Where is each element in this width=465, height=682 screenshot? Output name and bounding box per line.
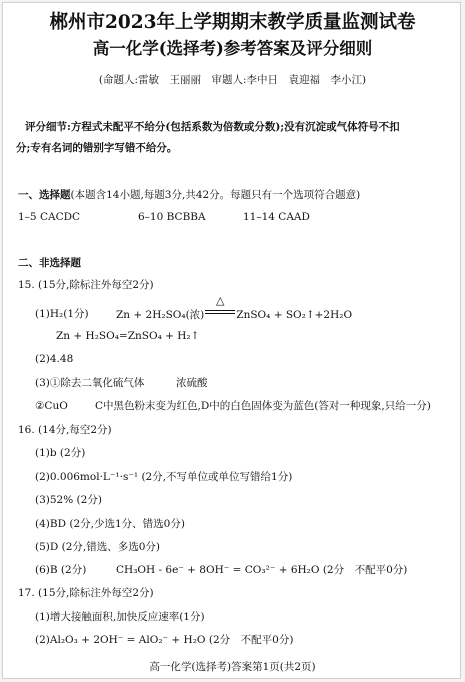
q15-answer-3-reagent: 浓硫酸 <box>176 377 208 389</box>
q16-answer-3: (3)52% (2分) <box>35 494 102 506</box>
q16-answer-4: (4)BD (2分,少选1分、错选0分) <box>35 518 185 530</box>
q16-answer-6: (6)B (2分) <box>35 564 87 576</box>
q16-answer-5: (5)D (2分,错选、多选0分) <box>35 541 161 553</box>
q15-equation-1-reactants: Zn + 2H₂SO₄(浓) <box>116 309 205 321</box>
mc-answers-1-5: 1–5 CACDC <box>18 211 81 223</box>
q16-answer-1: (1)b (2分) <box>35 447 86 459</box>
heating-equals-sign <box>205 294 235 319</box>
q15-equation-1 <box>116 294 353 322</box>
page-title: 郴州市2023年上学期期末教学质量监测试卷 <box>49 12 416 33</box>
q15-heading: 15. (15分,除标注外每空2分) <box>18 279 154 291</box>
q17-answer-1: (1)增大接触面积,加快反应速率(1分) <box>35 611 205 623</box>
q15-answer-3-phenomenon: C中黑色粉末变为红色,D中的白色固体变为蓝色(答对一种现象,只给一分) <box>95 400 431 412</box>
q15-answer-2: (2)4.48 <box>35 353 74 365</box>
q17-answer-2: (2)Al₂O₃ + 2OH⁻ = AlO₂⁻ + H₂O (2分 不配平0分) <box>35 634 294 646</box>
q15-equation-2: Zn + H₂SO₄=ZnSO₄ + H₂↑ <box>56 330 200 342</box>
q15-answer-3-2: ②CuO <box>35 400 68 412</box>
q16-electrode-equation: CH₃OH - 6e⁻ + 8OH⁻ = CO₃²⁻ + 6H₂O (2分 不配平0分) <box>116 564 408 576</box>
page-subtitle: 高一化学(选择考)参考答案及评分细则 <box>92 39 373 58</box>
q15-equation-1-products: ZnSO₄ + SO₂↑+2H₂O <box>236 309 353 321</box>
rules-line-1: 评分细节:方程式未配平不给分(包括系数为倍数或分数);没有沉淀或气体符号不扣 <box>25 121 400 133</box>
q15-answer-1: (1)H₂(1分) <box>35 308 89 320</box>
section1-description: (本题含14小题,每题3分,共42分。每题只有一个选项符合题意) <box>70 189 361 201</box>
rules-line-2: 分;专有名词的错别字写错不给分。 <box>16 142 178 154</box>
q16-heading: 16. (14分,每空2分) <box>18 424 112 436</box>
section2-heading: 二、非选择题 <box>18 257 81 269</box>
page-footer: 高一化学(选择考)答案第1页(共2页) <box>149 661 316 673</box>
q17-heading: 17. (15分,除标注外每空2分) <box>18 587 154 599</box>
authors-line: (命题人:雷敏 王丽丽 审题人:李中日 袁迎福 李小江) <box>98 74 367 86</box>
section1-heading: 一、选择题 <box>18 189 71 201</box>
answer-sheet-page <box>2 2 461 679</box>
mc-answers-6-10: 6–10 BCBBA <box>138 211 206 223</box>
heating-delta-symbol: △ <box>216 294 225 307</box>
section1-title <box>18 188 360 202</box>
mc-answers-11-14: 11–14 CAAD <box>243 211 310 223</box>
q16-answer-2: (2)0.006mol·L⁻¹·s⁻¹ (2分,不写单位或单位写错给1分) <box>35 471 293 483</box>
q15-answer-3-1: (3)①除去二氧化硫气体 <box>35 377 145 389</box>
